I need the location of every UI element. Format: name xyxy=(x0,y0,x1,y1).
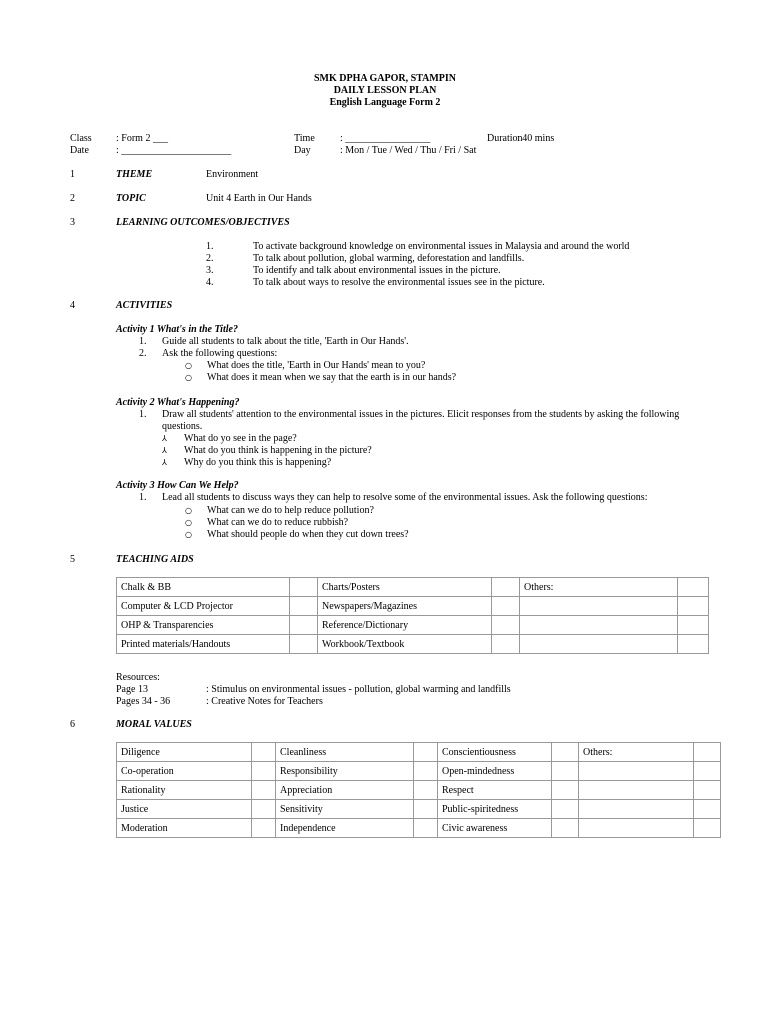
table-row xyxy=(117,616,709,635)
activity-question: What do yo see in the page? xyxy=(184,433,297,444)
checkbox-cell[interactable] xyxy=(678,578,709,597)
circle-bullet-icon: ○ xyxy=(185,373,192,382)
checkbox-cell[interactable] xyxy=(252,743,276,762)
table-cell xyxy=(520,597,678,616)
checkbox-cell[interactable] xyxy=(492,578,520,597)
table-cell: Co-operation xyxy=(117,762,252,781)
date-label: Date xyxy=(70,145,89,156)
checkbox-cell[interactable] xyxy=(694,819,721,838)
time-label: Time xyxy=(294,133,315,144)
table-cell: OHP & Transparencies xyxy=(117,616,290,635)
duration-label: Duration xyxy=(487,133,523,144)
checkbox-cell[interactable] xyxy=(414,743,438,762)
checkbox-cell[interactable] xyxy=(492,616,520,635)
arrow-bullet-icon: ⅄ xyxy=(162,446,167,455)
activity-1-title: Activity 1 What's in the Title? xyxy=(116,324,238,335)
checkbox-cell[interactable] xyxy=(694,800,721,819)
table-cell xyxy=(579,781,694,800)
section-number: 1 xyxy=(70,169,75,180)
activity-2-title: Activity 2 What's Happening? xyxy=(116,397,240,408)
moral-values-heading: MORAL VALUES xyxy=(116,719,192,730)
activity-question: What does the title, 'Earth in Our Hands' mean to you? xyxy=(207,360,426,371)
table-cell: Rationality xyxy=(117,781,252,800)
checkbox-cell[interactable] xyxy=(290,578,318,597)
checkbox-cell[interactable] xyxy=(492,635,520,654)
arrow-bullet-icon: ⅄ xyxy=(162,434,167,443)
checkbox-cell[interactable] xyxy=(252,819,276,838)
table-cell: Computer & LCD Projector xyxy=(117,597,290,616)
objective-number: 2. xyxy=(206,253,214,264)
table-cell: Chalk & BB xyxy=(117,578,290,597)
activity-question: What do you think is happening in the picture? xyxy=(184,445,372,456)
step-number: 1. xyxy=(139,492,147,503)
checkbox-cell[interactable] xyxy=(552,762,579,781)
theme-value: Environment xyxy=(206,169,259,180)
table-row xyxy=(117,635,709,654)
date-value: : ______________________ xyxy=(116,145,232,156)
table-cell: Reference/Dictionary xyxy=(318,616,492,635)
objective-text: To talk about ways to resolve the environmental issues see in the picture. xyxy=(253,277,545,288)
checkbox-cell[interactable] xyxy=(252,762,276,781)
table-cell: Others: xyxy=(579,743,694,762)
activity-3-title: Activity 3 How Can We Help? xyxy=(116,480,239,491)
table-row xyxy=(117,800,721,819)
moral-values-table xyxy=(116,742,721,838)
circle-bullet-icon: ○ xyxy=(185,518,192,527)
objective-number: 4. xyxy=(206,277,214,288)
checkbox-cell[interactable] xyxy=(492,597,520,616)
activity-step: Lead all students to discuss ways they can help to resolve some of the environmental issues. Ask the following questions: xyxy=(162,492,648,503)
table-cell xyxy=(579,819,694,838)
circle-bullet-icon: ○ xyxy=(185,530,192,539)
table-cell: Conscientiousness xyxy=(438,743,552,762)
activity-question: What can we do to help reduce pollution? xyxy=(207,505,374,516)
activity-step-continued: questions. xyxy=(162,421,203,432)
checkbox-cell[interactable] xyxy=(678,616,709,635)
step-number: 1. xyxy=(139,336,147,347)
checkbox-cell[interactable] xyxy=(290,597,318,616)
section-number: 5 xyxy=(70,554,75,565)
activity-step: Ask the following questions: xyxy=(162,348,278,359)
table-cell: Workbook/Textbook xyxy=(318,635,492,654)
checkbox-cell[interactable] xyxy=(290,635,318,654)
table-cell xyxy=(579,800,694,819)
checkbox-cell[interactable] xyxy=(678,635,709,654)
section-number: 2 xyxy=(70,193,75,204)
table-cell: Open-mindedness xyxy=(438,762,552,781)
table-row xyxy=(117,781,721,800)
resources-label: Resources: xyxy=(116,672,160,683)
checkbox-cell[interactable] xyxy=(552,819,579,838)
checkbox-cell[interactable] xyxy=(252,781,276,800)
objective-number: 1. xyxy=(206,241,214,252)
day-label: Day xyxy=(294,145,311,156)
table-row xyxy=(117,578,709,597)
checkbox-cell[interactable] xyxy=(552,743,579,762)
topic-heading: TOPIC xyxy=(116,193,146,204)
checkbox-cell[interactable] xyxy=(252,800,276,819)
table-cell xyxy=(520,635,678,654)
objectives-heading: LEARNING OUTCOMES/OBJECTIVES xyxy=(116,217,290,228)
table-row xyxy=(117,762,721,781)
table-cell: Public-spiritedness xyxy=(438,800,552,819)
duration-value: : 40 mins xyxy=(517,133,555,144)
table-cell xyxy=(520,616,678,635)
activity-question: What can we do to reduce rubbish? xyxy=(207,517,349,528)
document-title: DAILY LESSON PLAN xyxy=(333,85,437,96)
theme-heading: THEME xyxy=(116,169,153,180)
checkbox-cell[interactable] xyxy=(552,781,579,800)
table-row xyxy=(117,819,721,838)
step-number: 1. xyxy=(139,409,147,420)
checkbox-cell[interactable] xyxy=(694,762,721,781)
objective-number: 3. xyxy=(206,265,214,276)
checkbox-cell[interactable] xyxy=(290,616,318,635)
objective-text: To talk about pollution, global warming, deforestation and landfills. xyxy=(253,253,525,264)
table-cell: Appreciation xyxy=(276,781,414,800)
table-cell xyxy=(579,762,694,781)
checkbox-cell[interactable] xyxy=(678,597,709,616)
table-cell: Sensitivity xyxy=(276,800,414,819)
activity-question: Why do you think this is happening? xyxy=(184,457,332,468)
resource-reference: Pages 34 - 36 xyxy=(116,696,171,707)
activity-question: What should people do when they cut down trees? xyxy=(207,529,409,540)
checkbox-cell[interactable] xyxy=(414,762,438,781)
activity-step: Guide all students to talk about the title, 'Earth in Our Hands'. xyxy=(162,336,409,347)
checkbox-cell[interactable] xyxy=(552,800,579,819)
table-cell: Moderation xyxy=(117,819,252,838)
checkbox-cell[interactable] xyxy=(414,781,438,800)
section-number: 6 xyxy=(70,719,75,730)
table-cell: Printed materials/Handouts xyxy=(117,635,290,654)
table-cell: Newspapers/Magazines xyxy=(318,597,492,616)
teaching-aids-table xyxy=(116,577,709,654)
section-number: 4 xyxy=(70,300,75,311)
checkbox-cell[interactable] xyxy=(694,781,721,800)
resource-description: : Stimulus on environmental issues - pollution, global warming and landfills xyxy=(206,684,511,695)
arrow-bullet-icon: ⅄ xyxy=(162,458,167,467)
table-cell: Independence xyxy=(276,819,414,838)
resource-description: : Creative Notes for Teachers xyxy=(206,696,323,707)
checkbox-cell[interactable] xyxy=(694,743,721,762)
table-row xyxy=(117,597,709,616)
section-number: 3 xyxy=(70,217,75,228)
topic-value: Unit 4 Earth in Our Hands xyxy=(206,193,312,204)
table-cell: Charts/Posters xyxy=(318,578,492,597)
table-cell: Civic awareness xyxy=(438,819,552,838)
table-cell: Others: xyxy=(520,578,678,597)
table-row xyxy=(117,743,721,762)
subject-title: English Language Form 2 xyxy=(329,97,441,108)
school-name: SMK DPHA GAPOR, STAMPIN xyxy=(313,73,457,84)
checkbox-cell[interactable] xyxy=(414,800,438,819)
day-value: : Mon / Tue / Wed / Thu / Fri / Sat xyxy=(340,145,477,156)
table-cell: Respect xyxy=(438,781,552,800)
activity-question: What does it mean when we say that the earth is in our hands? xyxy=(207,372,457,383)
objective-text: To identify and talk about environmental issues in the picture. xyxy=(253,265,501,276)
table-cell: Responsibility xyxy=(276,762,414,781)
checkbox-cell[interactable] xyxy=(414,819,438,838)
class-value: : Form 2 ___ xyxy=(116,133,168,144)
table-cell: Cleanliness xyxy=(276,743,414,762)
class-label: Class xyxy=(70,133,92,144)
step-number: 2. xyxy=(139,348,147,359)
table-cell: Justice xyxy=(117,800,252,819)
time-value: : _________________ xyxy=(340,133,431,144)
resource-reference: Page 13 xyxy=(116,684,148,695)
table-cell: Diligence xyxy=(117,743,252,762)
activity-step: Draw all students' attention to the environmental issues in the pictures. Elicit responses from the students by asking the following xyxy=(162,409,680,420)
activities-heading: ACTIVITIES xyxy=(116,300,173,311)
circle-bullet-icon: ○ xyxy=(185,506,192,515)
teaching-aids-heading: TEACHING AIDS xyxy=(116,554,194,565)
objective-text: To activate background knowledge on environmental issues in Malaysia and around the world xyxy=(253,241,630,252)
circle-bullet-icon: ○ xyxy=(185,361,192,370)
